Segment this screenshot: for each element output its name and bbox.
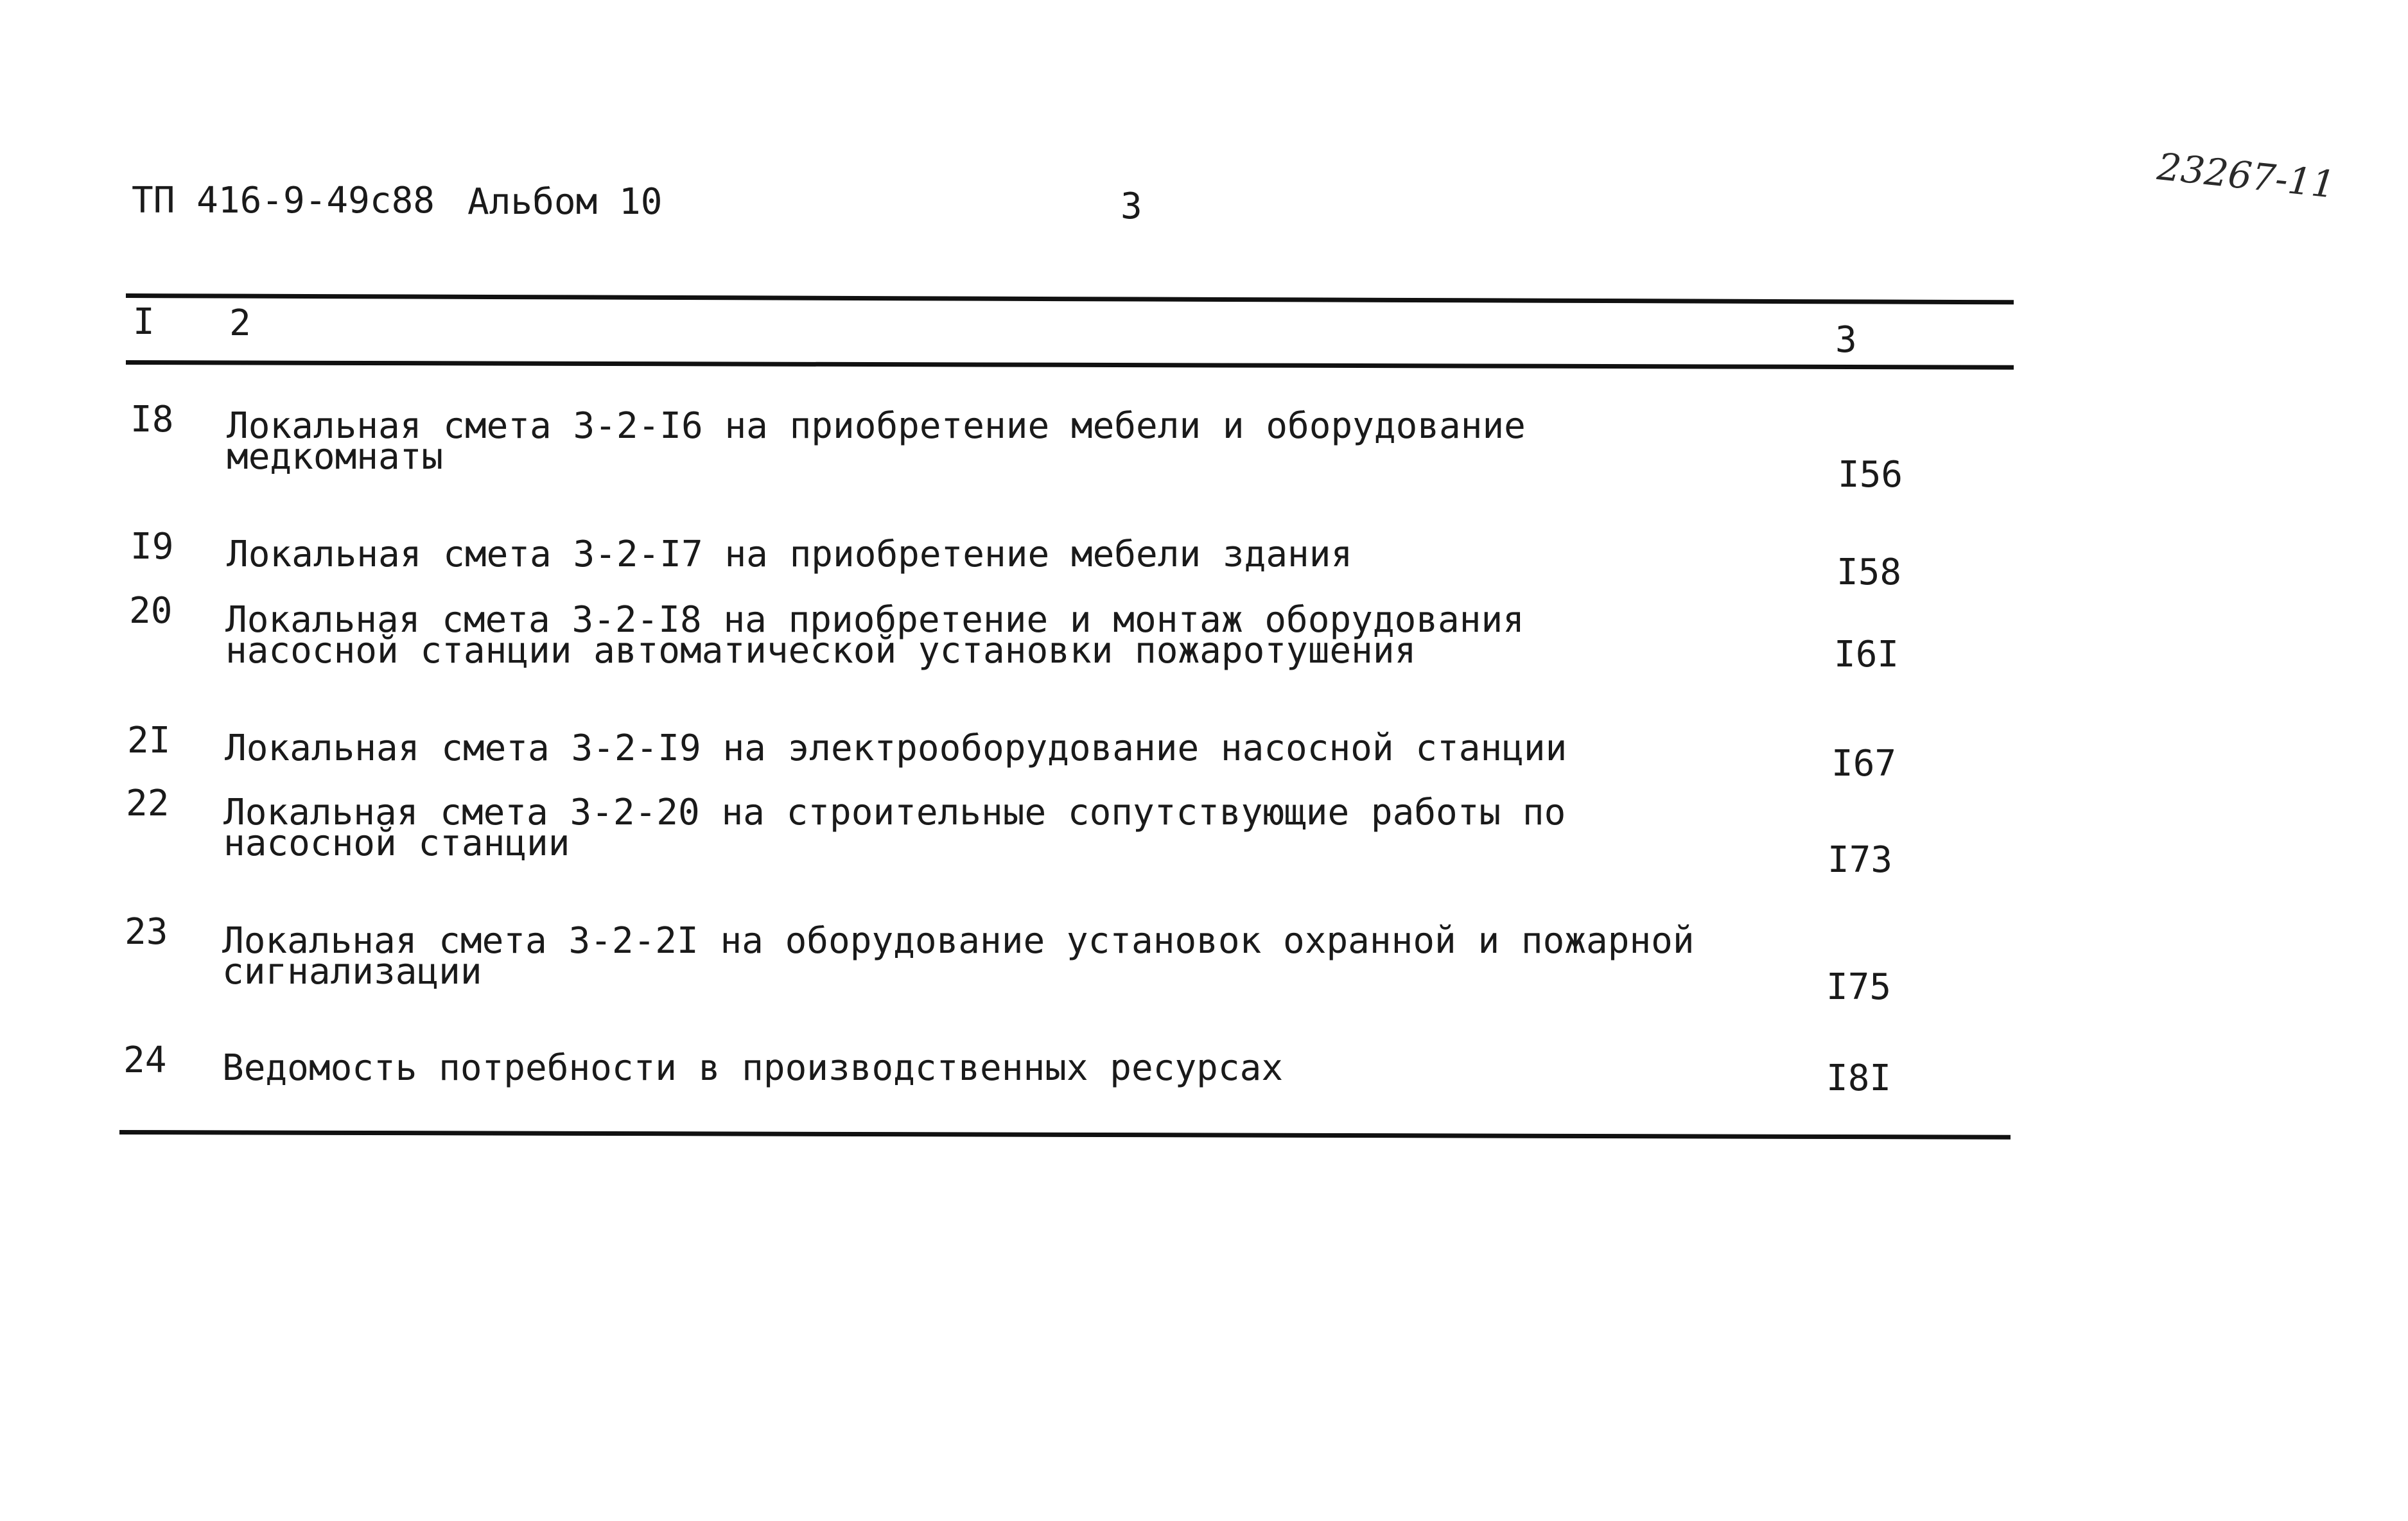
row-description (222, 920, 1695, 993)
table-header-rule (126, 360, 2014, 370)
row-number: I9 (130, 526, 174, 568)
row-description-line: Локальная смета 3-2-I7 на приобретение мебели здания (227, 534, 1353, 575)
row-description-line: насосной станции (223, 822, 570, 864)
page-number: 3 (1121, 186, 1142, 227)
row-page: I56 (1838, 454, 1903, 496)
album-label: Альбом 10 (467, 181, 663, 223)
row-description (222, 1047, 1284, 1089)
row-number: I8 (130, 399, 174, 440)
row-number: 23 (125, 911, 168, 953)
row-description (227, 534, 1353, 575)
row-description (227, 405, 1526, 478)
row-description-line: Локальная смета 3-2-I6 на приобретение мебели и оборудование (227, 405, 1526, 447)
row-description-line: Локальная смета 3-2-20 на строительные сопутствующие работы по (223, 792, 1566, 833)
document-code: ТП 416-9-49с88 (132, 180, 435, 222)
row-description-line: насосной станции автоматической установки пожаротушения (225, 630, 1417, 672)
row-description-line: Локальная смета 3-2-2I на оборудование установок охранной и пожарной (222, 920, 1695, 962)
column-header-number: I (133, 301, 155, 343)
row-number: 20 (129, 590, 173, 632)
column-header-page: 3 (1835, 319, 1857, 361)
row-number: 2I (127, 720, 171, 761)
row-page: I67 (1831, 743, 1897, 785)
row-number: 24 (123, 1039, 167, 1081)
table-bottom-rule (119, 1130, 2011, 1140)
row-description-line: сигнализации (222, 951, 482, 993)
row-description (223, 792, 1566, 864)
row-description (225, 727, 1567, 769)
handwritten-archive-number: 23267-11 (2155, 144, 2337, 207)
row-description-line: Ведомость потребности в производственных ресурсах (222, 1047, 1284, 1089)
row-page: I75 (1826, 966, 1892, 1008)
column-header-title: 2 (229, 302, 251, 344)
row-page: I8I (1826, 1057, 1892, 1099)
row-page: I58 (1837, 552, 1902, 593)
row-description (225, 599, 1524, 672)
row-number: 22 (126, 783, 170, 824)
row-page: I73 (1828, 839, 1893, 881)
row-description-line: медкомнаты (227, 436, 444, 478)
row-description-line: Локальная смета 3-2-I9 на электрооборудование насосной станции (225, 727, 1567, 769)
row-page: I6I (1834, 634, 1899, 675)
table-top-rule (126, 293, 2014, 304)
row-description-line: Локальная смета 3-2-I8 на приобретение и монтаж оборудования (225, 599, 1524, 641)
